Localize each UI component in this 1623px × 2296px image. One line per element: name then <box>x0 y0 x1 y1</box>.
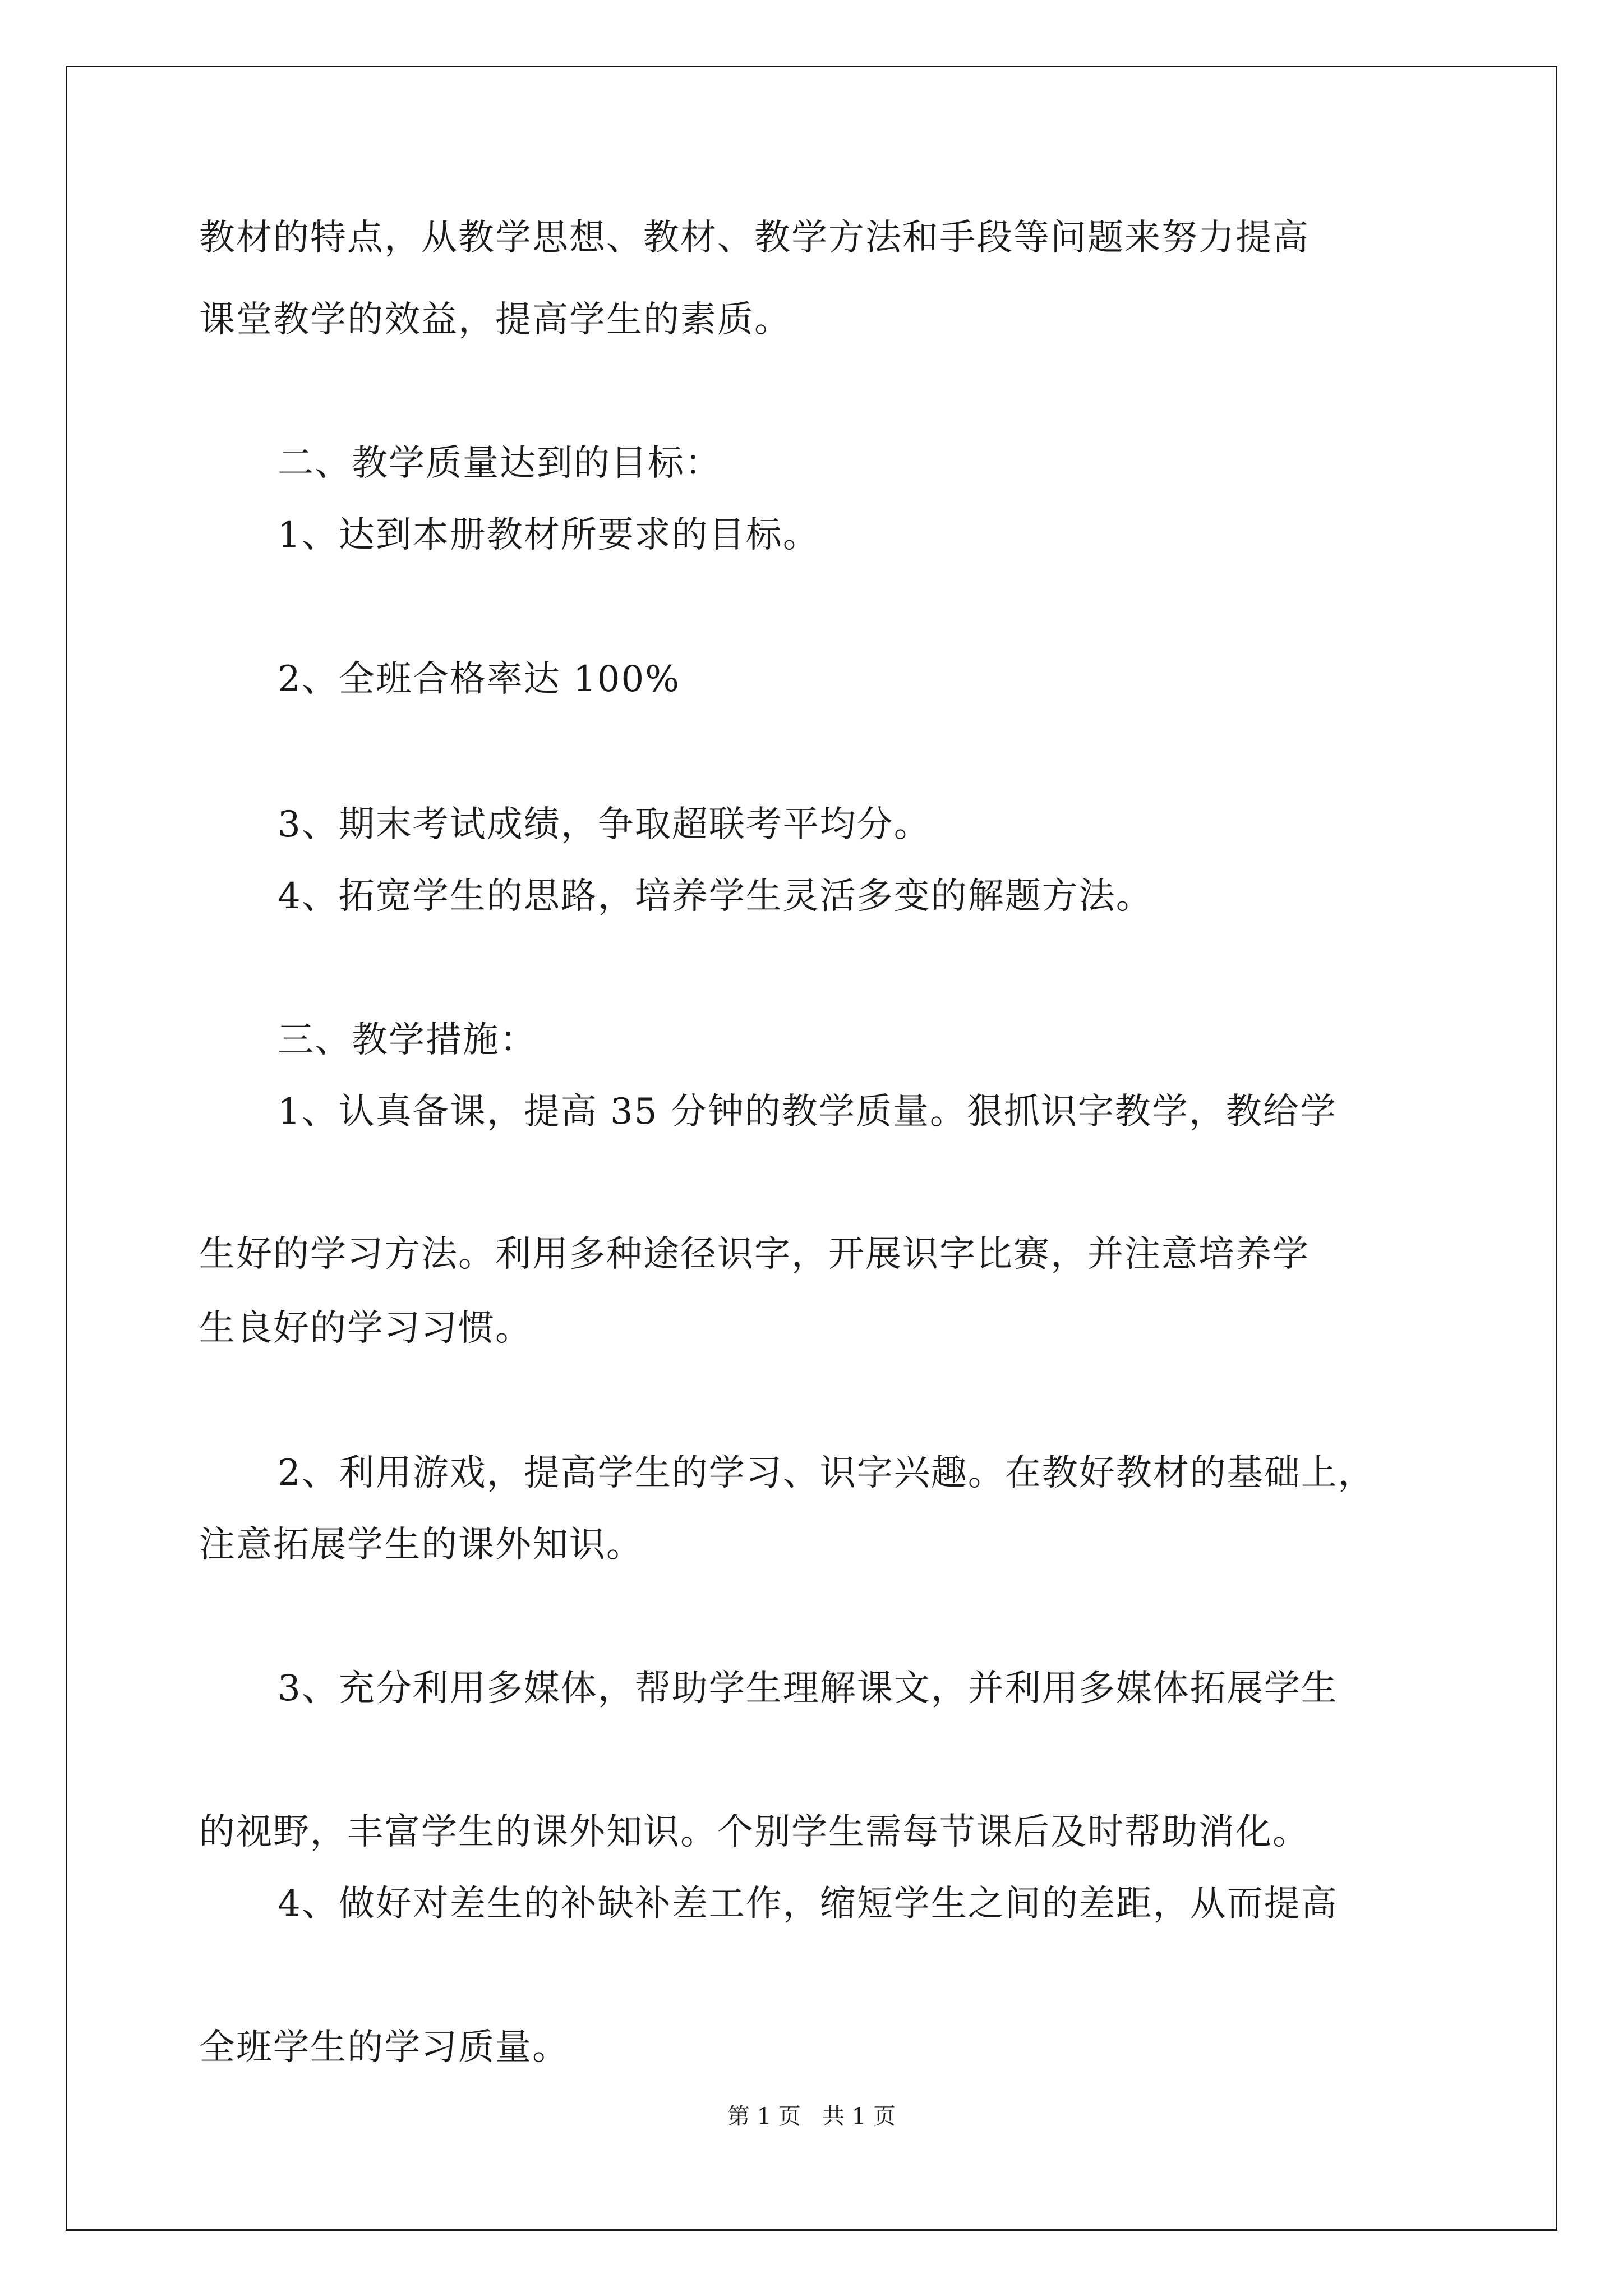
list-item: 3、充分利用多媒体，帮助学生理解课文，并利用多媒体拓展学生 <box>278 1668 1338 1709</box>
text-line: 的视野，丰富学生的课外知识。个别学生需每节课后及时帮助消化。 <box>199 1811 1310 1853</box>
text-line: 生良好的学习习惯。 <box>199 1308 532 1349</box>
text-line: 注意拓展学生的课外知识。 <box>199 1524 643 1566</box>
page-number-footer: 第 1 页 共 1 页 <box>727 2104 896 2129</box>
text-line: 生好的学习方法。利用多种途径识字，开展识字比赛，并注意培养学 <box>199 1234 1310 1275</box>
list-item: 1、达到本册教材所要求的目标。 <box>278 514 820 556</box>
list-item: 1、认真备课，提高 35 分钟的教学质量。狠抓识字教学，教给学 <box>278 1091 1337 1133</box>
text-line: 课堂教学的效益，提高学生的素质。 <box>199 299 791 341</box>
list-item: 3、期末考试成绩，争取超联考平均分。 <box>278 804 931 845</box>
text-line: 教材的特点，从教学思想、教材、教学方法和手段等问题来努力提高 <box>199 217 1310 259</box>
list-item: 2、利用游戏，提高学生的学习、识字兴趣。在教好教材的基础上， <box>278 1452 1375 1494</box>
text-line: 全班学生的学习质量。 <box>199 2027 569 2068</box>
section-heading: 二、教学质量达到的目标： <box>278 443 722 484</box>
list-item: 4、做好对差生的补缺补差工作，缩短学生之间的差距，从而提高 <box>278 1883 1338 1925</box>
list-item: 4、拓宽学生的思路，培养学生灵活多变的解题方法。 <box>278 876 1153 917</box>
list-item: 2、全班合格率达 100% <box>278 659 681 700</box>
section-heading: 三、教学措施： <box>278 1019 537 1061</box>
